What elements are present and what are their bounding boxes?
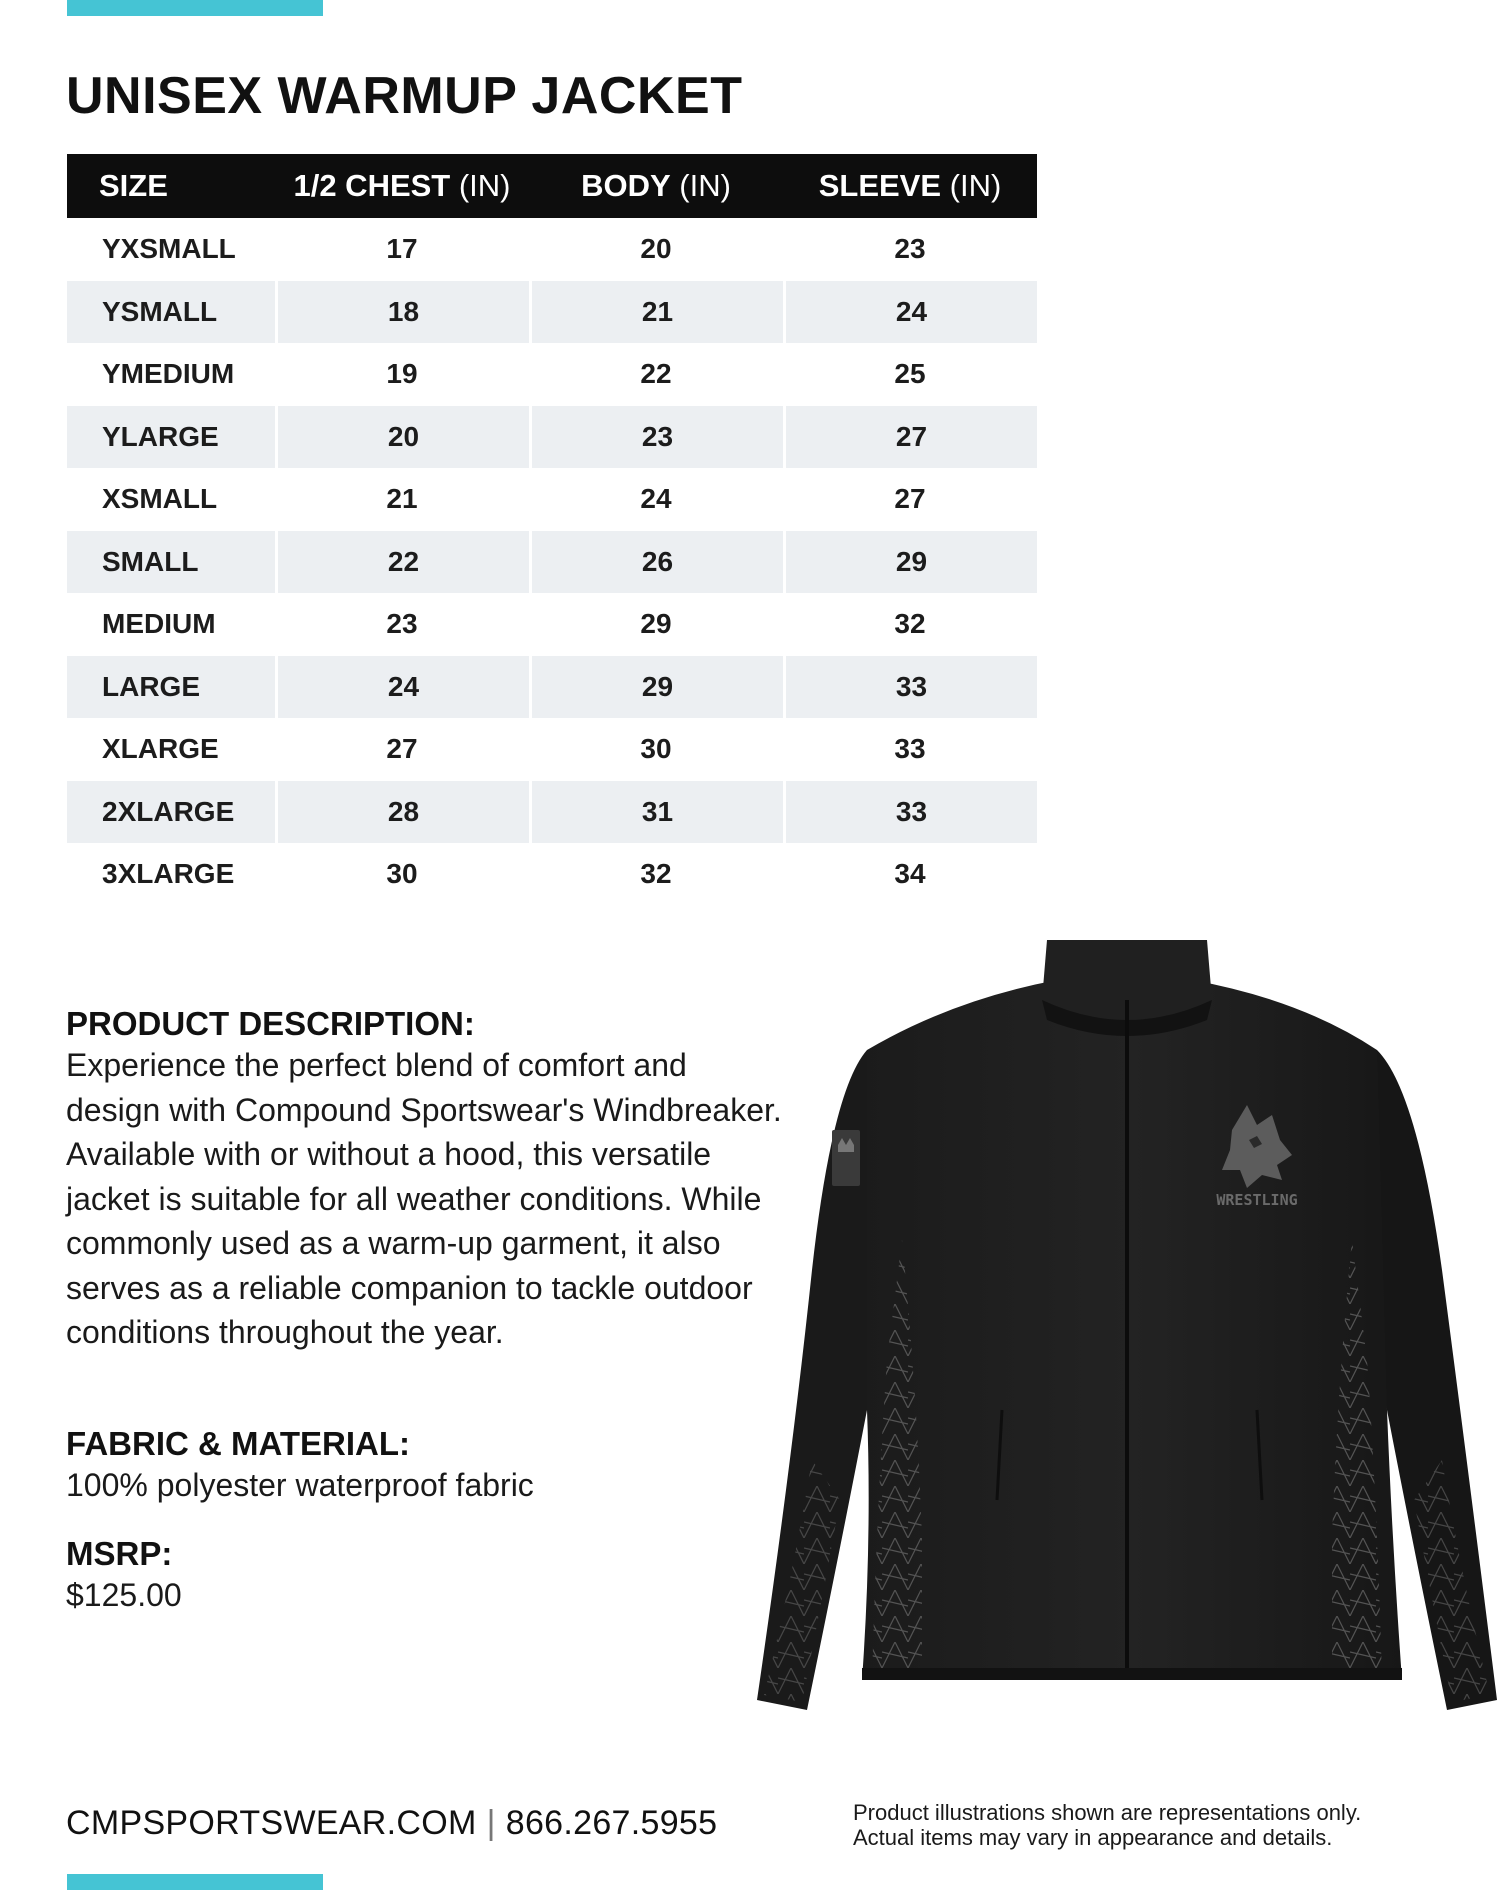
cell-body: 20	[640, 233, 672, 265]
table-row	[67, 406, 1037, 469]
footer-separator: |	[486, 1804, 496, 1842]
phone-number[interactable]: 866.267.5955	[505, 1804, 718, 1842]
table-row	[67, 718, 1037, 781]
header-chest: 1/2 CHEST (IN)	[293, 168, 511, 203]
disclaimer	[853, 1800, 1493, 1850]
cell-size: LARGE	[67, 656, 275, 719]
header-size: SIZE	[99, 168, 168, 203]
cell-chest: 27	[386, 733, 418, 765]
cell-size: 3XLARGE	[102, 858, 235, 890]
cell-body: 29	[529, 656, 783, 719]
msrp-heading: MSRP:	[66, 1535, 173, 1572]
table-row	[67, 531, 1037, 594]
product-description-section	[66, 1005, 786, 1355]
cell-size: SMALL	[67, 531, 275, 594]
table-row	[67, 468, 1037, 531]
cell-body: 29	[640, 608, 672, 640]
chest-logo-text: WRESTLING	[1216, 1191, 1298, 1209]
product-description-heading: PRODUCT DESCRIPTION:	[66, 1005, 475, 1042]
cell-sleeve: 23	[894, 233, 926, 265]
cell-body: 23	[529, 406, 783, 469]
cell-size: YXSMALL	[102, 233, 236, 265]
header-sleeve: SLEEVE (IN)	[818, 168, 1002, 203]
cell-chest: 21	[386, 483, 418, 515]
cell-chest: 22	[275, 531, 529, 594]
cell-chest: 20	[275, 406, 529, 469]
cell-sleeve: 32	[894, 608, 926, 640]
fabric-text: 100% polyester waterproof fabric	[66, 1467, 534, 1503]
cell-size: MEDIUM	[102, 608, 216, 640]
cell-chest: 24	[275, 656, 529, 719]
accent-bar-bottom	[67, 1874, 323, 1890]
cell-sleeve: 33	[783, 656, 1037, 719]
cell-size: YMEDIUM	[102, 358, 235, 390]
cell-sleeve: 29	[783, 531, 1037, 594]
cell-body: 31	[529, 781, 783, 844]
cell-sleeve: 33	[783, 781, 1037, 844]
msrp-price: $125.00	[66, 1577, 182, 1613]
cell-size: YLARGE	[67, 406, 275, 469]
table-row	[67, 843, 1037, 906]
cell-sleeve: 24	[783, 281, 1037, 344]
page-title: UNISEX WARMUP JACKET	[66, 67, 743, 125]
cell-chest: 17	[386, 233, 418, 265]
table-row	[67, 281, 1037, 344]
accent-bar-top	[67, 0, 323, 16]
table-row	[67, 656, 1037, 719]
footer-contact	[66, 1804, 717, 1843]
cell-size: XSMALL	[102, 483, 218, 515]
product-description-text: Experience the perfect blend of comfort and design with Compound Sportswear's Windbreaker. Available with or without a hood, this versatile jacket is suitable for all weather conditions. While commonly used as a warm-up garment, it also serves as a reliable companion to tackle outdoor conditions throughout the year.	[66, 1047, 782, 1350]
size-chart-table	[67, 154, 1037, 906]
fabric-section	[66, 1425, 786, 1508]
cell-chest: 30	[386, 858, 418, 890]
disclaimer-line-1: Product illustrations shown are representations only.	[853, 1800, 1362, 1825]
cell-body: 21	[529, 281, 783, 344]
cell-size: YSMALL	[67, 281, 275, 344]
table-row	[67, 218, 1037, 281]
cell-size: 2XLARGE	[67, 781, 275, 844]
table-row	[67, 593, 1037, 656]
cell-sleeve: 33	[894, 733, 926, 765]
header-body: BODY (IN)	[581, 168, 731, 203]
cell-chest: 18	[275, 281, 529, 344]
cell-chest: 28	[275, 781, 529, 844]
cell-body: 24	[640, 483, 672, 515]
cell-sleeve: 25	[894, 358, 926, 390]
crown-patch-icon	[832, 1130, 860, 1186]
website-link[interactable]: CMPSPORTSWEAR.COM	[66, 1804, 477, 1842]
table-header-row	[67, 154, 1037, 218]
cell-body: 32	[640, 858, 672, 890]
msrp-section	[66, 1535, 786, 1618]
cell-sleeve: 34	[894, 858, 926, 890]
cell-size: XLARGE	[102, 733, 219, 765]
cell-chest: 19	[386, 358, 418, 390]
cell-chest: 23	[386, 608, 418, 640]
table-row	[67, 343, 1037, 406]
jacket-product-image	[752, 940, 1500, 1720]
table-row	[67, 781, 1037, 844]
cell-body: 26	[529, 531, 783, 594]
cell-sleeve: 27	[894, 483, 926, 515]
cell-sleeve: 27	[783, 406, 1037, 469]
disclaimer-line-2: Actual items may vary in appearance and details.	[853, 1825, 1333, 1850]
fabric-heading: FABRIC & MATERIAL:	[66, 1425, 411, 1462]
cell-body: 30	[640, 733, 672, 765]
cell-body: 22	[640, 358, 672, 390]
